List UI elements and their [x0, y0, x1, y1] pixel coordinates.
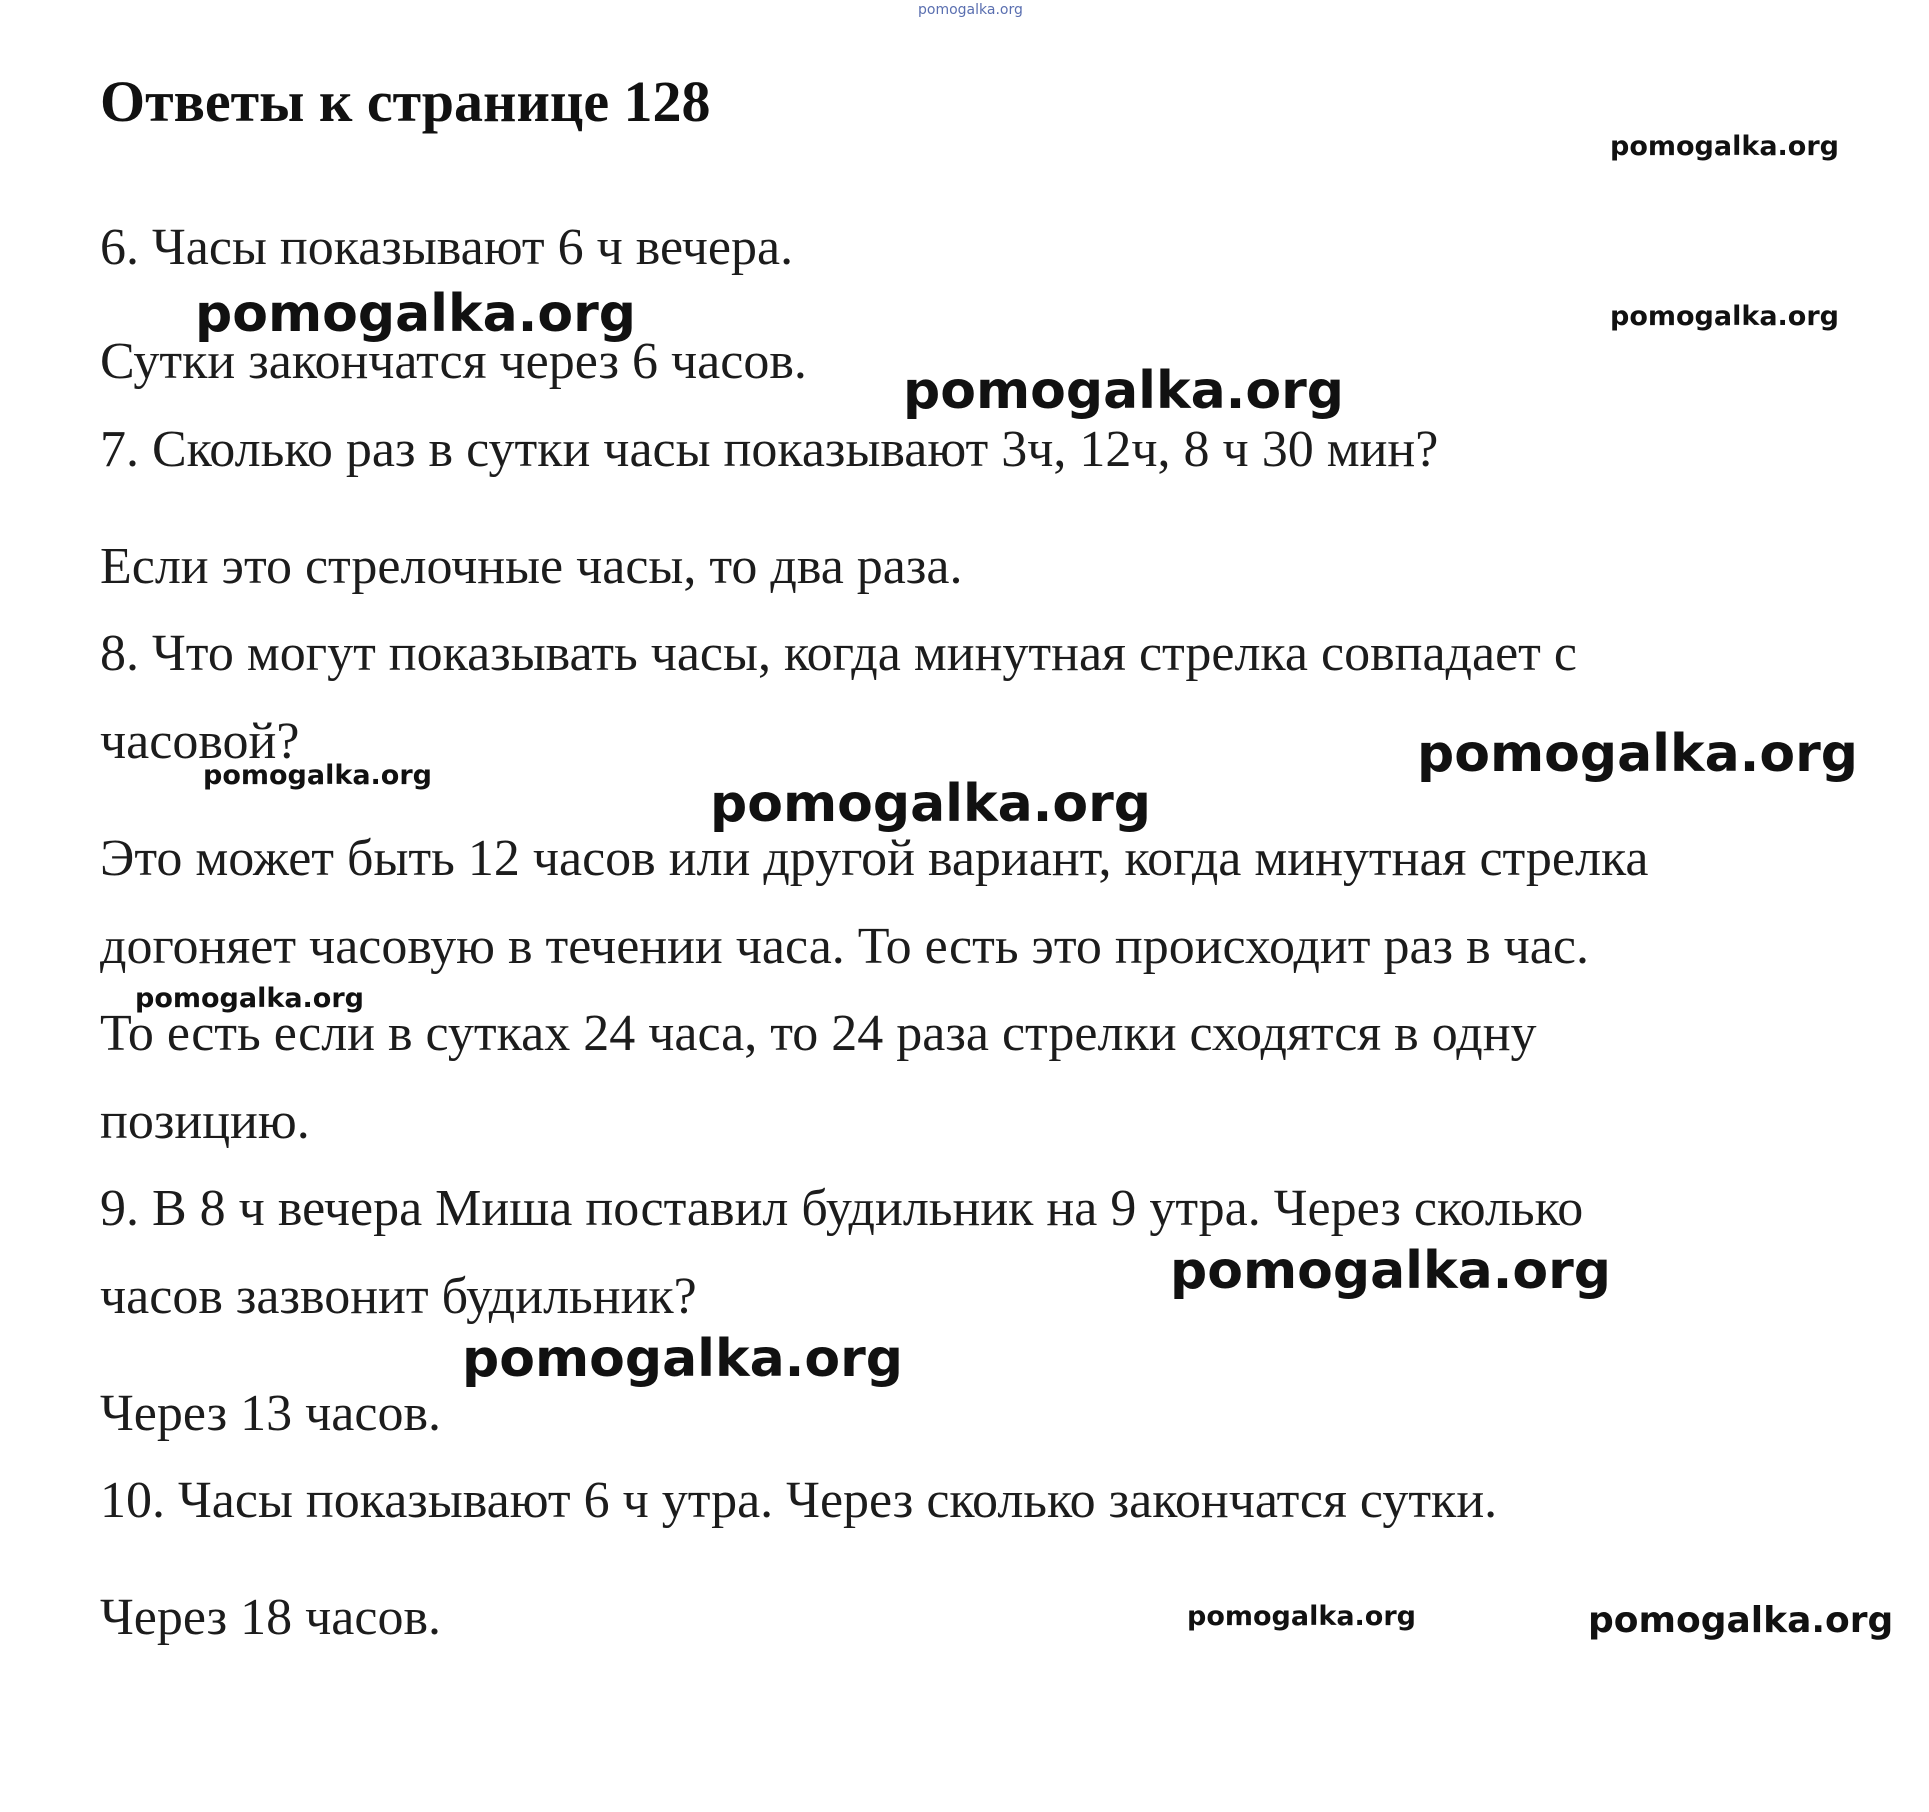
watermark: pomogalka.org: [1610, 131, 1839, 162]
watermark: pomogalka.org: [462, 1329, 904, 1389]
watermark: pomogalka.org: [1170, 1241, 1612, 1301]
text-line: 6. Часы показывают 6 ч вечера.: [100, 219, 794, 276]
text-line: догоняет часовую в течении часа. То есть это происходит раз в час.: [100, 918, 1589, 975]
text-line: Сутки закончатся через 6 часов.: [100, 333, 807, 390]
text-line: 7. Сколько раз в сутки часы показывают 3ч, 12ч, 8 ч 30 мин?: [100, 421, 1439, 478]
text-line: Это может быть 12 часов или другой вариант, когда минутная стрелка: [100, 830, 1649, 887]
top-watermark: pomogalka.org: [918, 2, 1023, 18]
text-line: Если это стрелочные часы, то два раза.: [100, 538, 963, 595]
watermark: pomogalka.org: [1417, 724, 1859, 784]
text-line: позицию.: [100, 1093, 310, 1150]
watermark: pomogalka.org: [1610, 301, 1839, 332]
text-line: часовой?: [100, 713, 300, 770]
watermark: pomogalka.org: [1588, 1600, 1894, 1641]
text-line: 9. В 8 ч вечера Миша поставил будильник на 9 утра. Через сколько: [100, 1180, 1584, 1237]
text-line: Через 13 часов.: [100, 1385, 441, 1442]
watermark: pomogalka.org: [135, 983, 364, 1014]
text-line: 10. Часы показывают 6 ч утра. Через сколько закончатся сутки.: [100, 1472, 1498, 1529]
watermark: pomogalka.org: [710, 774, 1152, 834]
watermark: pomogalka.org: [203, 760, 432, 791]
watermark: pomogalka.org: [195, 284, 637, 344]
text-line: То есть если в сутках 24 часа, то 24 раза стрелки сходятся в одну: [100, 1005, 1537, 1062]
watermark: pomogalka.org: [903, 361, 1345, 421]
text-line: часов зазвонит будильник?: [100, 1268, 697, 1325]
watermark: pomogalka.org: [1187, 1601, 1416, 1632]
page-title: Ответы к странице 128: [100, 69, 711, 134]
text-line: 8. Что могут показывать часы, когда минутная стрелка совпадает с: [100, 625, 1577, 682]
text-line: Через 18 часов.: [100, 1589, 441, 1646]
